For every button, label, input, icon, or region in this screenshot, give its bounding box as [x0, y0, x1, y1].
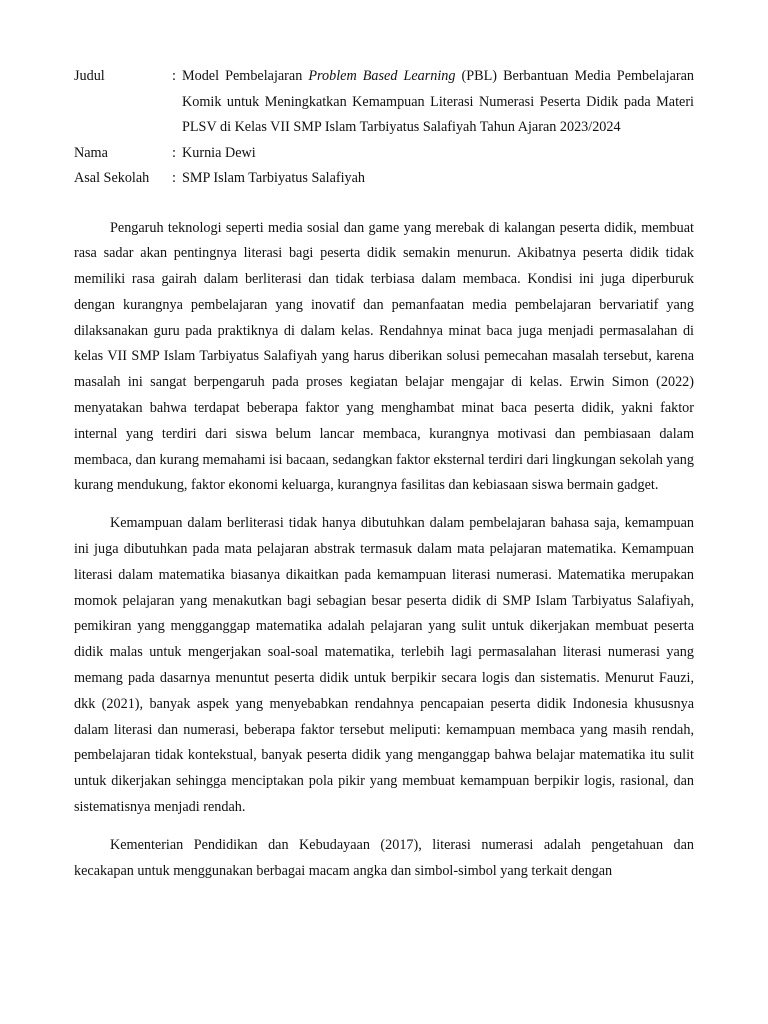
- asal-sekolah-row: [74, 166, 694, 192]
- body-text: [74, 216, 694, 885]
- judul-value: [182, 64, 694, 141]
- paragraph-1: Pengaruh teknologi seperti media sosial dan game yang merebak di kalangan peserta didik, membuat rasa sadar akan pentingnya literasi bagi peserta didik semakin menurun. Akibatnya peserta didik tidak memiliki rasa gairah dalam berliterasi dan tidak terbiasa dalam membaca. Kondisi ini juga diperburuk dengan kurangnya pembelajaran yang inovatif dan pemanfaatan media pembelajaran bervariatif yang dilaksanakan guru pada praktiknya di dalam kelas. Rendahnya minat baca juga menjadi permasalahan di kelas VII SMP Islam Tarbiyatus Salafiyah yang harus diberikan solusi pemecahan masalah tersebut, karena masalah ini sangat berpengaruh pada proses kegiatan belajar mengajar di kelas. Erwin Simon (2022) menyatakan bahwa terdapat beberapa faktor yang menghambat minat baca peserta didik, yakni faktor internal yang terdiri dari siswa belum lancar membaca, kurangnya motivasi dan pembiasaan dalam membaca, dan kurang memahami isi bacaan, sedangkan faktor eksternal terdiri dari lingkungan sekolah yang kurang mendukung, faktor ekonomi keluarga, kurangnya fasilitas dan kebiasaan siswa bermain gadget.: [74, 219, 694, 494]
- document-page: [74, 64, 694, 896]
- judul-value-pre: Model Pembelajaran: [182, 68, 309, 84]
- nama-row: [74, 141, 694, 167]
- paragraph-2: Kemampuan dalam berliterasi tidak hanya dibutuhkan dalam pembelajaran bahasa saja, kemampuan ini juga dibutuhkan pada mata pelajaran abstrak termasuk dalam mata pelajaran matematika. Kemampuan literasi dalam matematika biasanya dikaitkan pada kemampuan literasi numerasi. Matematika merupakan momok pelajaran yang menakutkan bagi sebagian besar peserta didik di SMP Islam Tarbiyatus Salafiyah, pemikiran yang mengganggap matematika adalah pelajaran yang sulit untuk dikerjakan membuat peserta didik malas untuk mengerjakan soal-soal matematika, terlebih lagi permasalahan literasi numerasi yang memang pada dasarnya menuntut peserta didik untuk berpikir secara logis dan sistematis. Menurut Fauzi, dkk (2021), banyak aspek yang menyebabkan rendahnya pencapaian peserta didik Indonesia khususnya dalam literasi dan numerasi, beberapa faktor tersebut meliputi: kemampuan membaca yang masih rendah, pembelajaran tidak kontekstual, banyak peserta didik yang menganggap bahwa belajar matematika itu sulit untuk dikerjakan sehingga menciptakan pola pikir yang membuat kemampuan berpikir logis, rasional, dan sistematisnya menjadi rendah.: [74, 515, 694, 816]
- judul-value-italic: Problem Based Learning: [308, 68, 456, 84]
- nama-label: Nama: [74, 144, 108, 161]
- judul-value-post: (PBL) Berbantuan Media Pembelajaran Komik untuk Meningkatkan Kemampuan Literasi Numerasi Peserta Didik pada Materi PLSV di Kelas VII SMP Islam Tarbiyatus Salafiyah Tahun Ajaran 2023/2024: [182, 68, 695, 135]
- nama-value: Kurnia Dewi: [182, 144, 256, 161]
- paragraph-3: Kementerian Pendidikan dan Kebudayaan (2017), literasi numerasi adalah pengetahuan dan kecakapan untuk menggunakan berbagai macam angka dan simbol-simbol yang terkait dengan: [74, 836, 694, 879]
- judul-label: Judul: [74, 68, 105, 84]
- judul-row: [74, 64, 694, 141]
- asal-sekolah-label: Asal Sekolah: [74, 170, 150, 186]
- asal-sekolah-colon: :: [172, 170, 176, 186]
- document-header-table: [74, 64, 694, 192]
- asal-sekolah-value: SMP Islam Tarbiyatus Salafiyah: [182, 170, 366, 186]
- judul-colon: :: [172, 68, 176, 84]
- nama-colon: :: [172, 144, 176, 161]
